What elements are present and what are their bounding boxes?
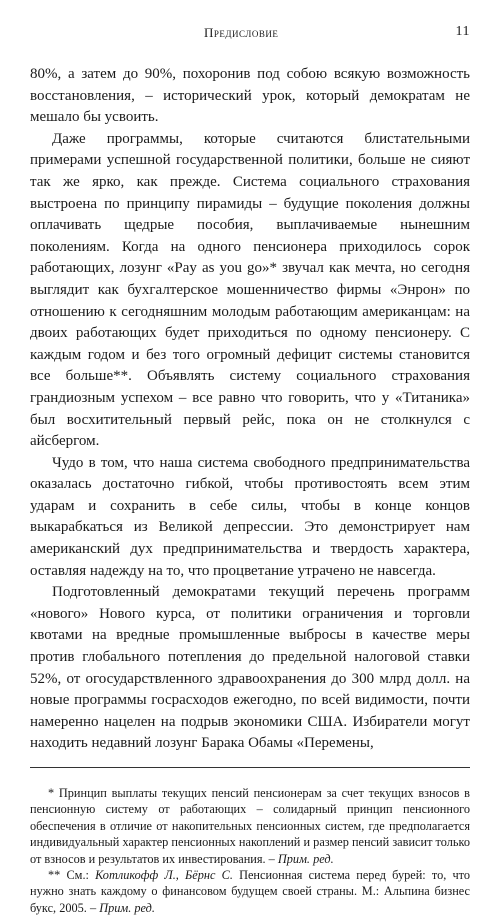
footnote-text: * Принцип выплаты текущих пенсий пенсионерам за счет текущих взносов в пенсионную систему от работающих – солидарный принцип пенсионного обеспечения в отличие от накопительных пенсионных систем, где предполагается индивидуальный характер пенсионных накоплений и размер пенсий зависит только от взносов и результатов их инвестирования. — [30, 786, 470, 866]
footnote — [30, 867, 470, 916]
paragraph: Подготовленный демократами текущий перечень программ «нового» Нового курса, от политики ограничения и торговли квотами на вредные промышленные выбросы в качестве меры против глобального потепления до предельной налоговой ставки 52%, от огосударствленного здравоохранения до 300 млрд долл. на новые программы госрасходов ежегодно, по всей видимости, почти намеренно нацелен на подрыв экономики США. Избиратели могут находить недавний лозунг Барака Обамы «Перемены, — [30, 584, 470, 752]
footnote — [30, 785, 470, 867]
footnote-editor-note: – Прим. ред. — [268, 851, 334, 866]
running-title: Предисловие — [204, 25, 279, 40]
footnote-rule — [30, 767, 470, 768]
page-number: 11 — [455, 24, 470, 39]
footnote-text: Пенсионная система перед бурей: то, что нужно знать каждому о финансовом будущем своей страны. М.: Альпина бизнес букс, 2005. — [30, 868, 471, 915]
footnotes — [30, 785, 470, 916]
book-page — [30, 22, 471, 915]
footnote-authors: Котликофф Л., Бёрнс С. — [95, 868, 233, 883]
paragraph: 80%, а затем до 90%, похоронив под собою всякую возможность восстановления, – исторический урок, который демократам не мешало бы усвоить. — [30, 66, 470, 126]
running-head — [30, 22, 470, 46]
body-text — [30, 64, 470, 755]
footnote-editor-note: – Прим. ред. — [89, 900, 155, 915]
paragraph: Чудо в том, что наша система свободного предпринимательства оказалась достаточно гибкой, чтобы противостоять всем этим ударам и сохранить в себе силы, чтобы в конце концов выкарабкаться из Великой депрессии. Это демонстрирует нам американский дух предпринимательства и твердость характера, оставляя надежду на то, что процветание утрачено не навсегда. — [30, 454, 470, 579]
footnote-prefix: ** См.: — [48, 868, 89, 883]
paragraph: Даже программы, которые считаются блистательными примерами успешной государственной политики, больше не сияют так же ярко, как прежде. Система социального страхования выстроена по принципу пирамиды – будущие поколения должны оплачивать щедрые пособия, выплачиваемые нынешним поколениям. Когда на одного пенсионера приходилось сорок работающих, лозунг «Pay as you go»* звучал как мечта, но сегодня выглядит как бухгалтерское мошенничество фирмы «Энрон» по отношению к сегодняшним молодым работающим американцам: на двоих работающих будет приходиться по одному пенсионеру. С каждым годом и без того огромный дефицит системы становится все больше**. Объявлять систему социального страхования грандиозным успехом – все равно что говорить, что у «Титаника» был восхитительный первый рейс, пока он не столкнулся с айсбергом. — [30, 130, 470, 450]
